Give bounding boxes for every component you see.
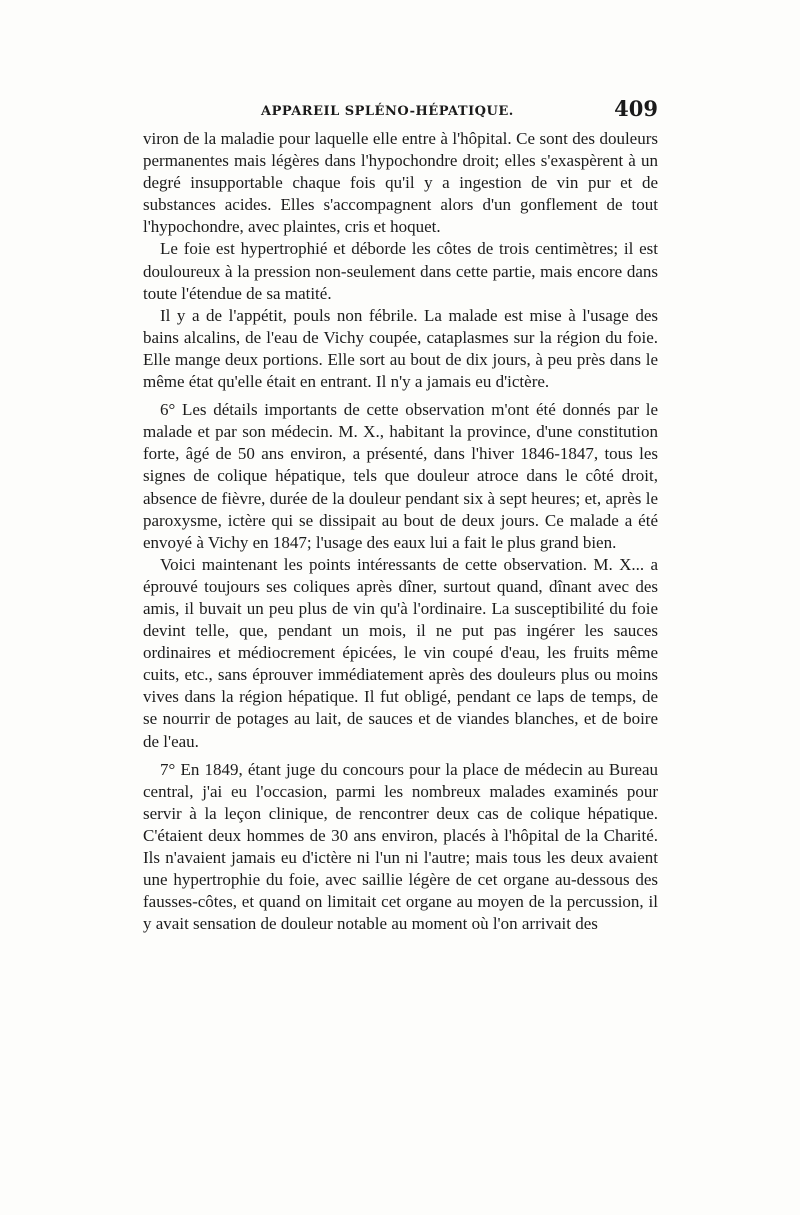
paragraph-observation-7: 7° En 1849, étant juge du concours pour la place de médecin au Bureau central, j'ai eu l'occasion, parmi les nombreux malades examinés pour servir à la leçon clinique, de rencontrer deux cas de colique hépatique. C'étaient deux hommes de 30 ans environ, placés à l'hôpital de la Charité. Ils n'avaient jamais eu d'ictère ni l'un ni l'autre; mais tous les deux avaient une hypertrophie du foie, avec saillie légère de cet organe au-dessous des fausses-côtes, et quand on limitait cet organe au moyen de la percussion, il y avait sensation de douleur notable au moment où l'on arrivait des bbox=[143, 759, 658, 934]
paragraph-continuation: viron de la maladie pour laquelle elle entre à l'hôpital. Ce sont des douleurs permanentes mais légères dans l'hypochondre droit; elles s'exaspèrent à un degré insupportable chaque fois qu'il y a ingestion de vin pur et de substances acides. Elles s'accompagnent alors d'un gonflement de tout l'hypochondre, avec plaintes, cris et hoquet. bbox=[143, 129, 658, 237]
body-text bbox=[143, 128, 658, 935]
running-head: APPAREIL SPLÉNO-HÉPATIQUE. bbox=[261, 104, 514, 119]
paragraph-observation-6: 6° Les détails importants de cette observation m'ont été donnés par le malade et par son médecin. M. X., habitant la province, d'une constitution forte, âgé de 50 ans environ, a présenté, dans l'hiver 1846-1847, tous les signes de colique hépatique, tels que douleur atroce dans le côté droit, absence de fièvre, durée de la douleur pendant six à sept heures; et, après le paroxysme, ictère qui se dissipait au bout de deux jours. Ce malade a été envoyé à Vichy en 1847; l'usage des eaux lui a fait le plus grand bien. bbox=[143, 400, 658, 552]
paragraph-liver: Le foie est hypertrophié et déborde les côtes de trois centimètres; il est douloureux à la pression non-seulement dans cette partie, mais encore dans toute l'étendue de sa matité. bbox=[143, 239, 658, 303]
paragraph-points: Voici maintenant les points intéressants de cette observation. M. X... a éprouvé toujours ses coliques après dîner, surtout quand, dînant avec des amis, il buvait un peu plus de vin qu'à l'ordinaire. La susceptibilité du foie devint telle, que, pendant un mois, il ne put pas ingérer les sauces ordinaires et médiocrement épicées, le vin coupé d'eau, les fruits même cuits, etc., sans éprouver immédiatement après des douleurs plus ou moins vives dans la région hépatique. Il fut obligé, pendant ce laps de temps, de se nourrir de potages au lait, de sauces et de viandes blanches, et de boire de l'eau. bbox=[143, 554, 658, 751]
page-header bbox=[143, 96, 658, 126]
paragraph-appetite: Il y a de l'appétit, pouls non fébrile. La malade est mise à l'usage des bains alcalins, de l'eau de Vichy coupée, cataplasmes sur la région du foie. Elle mange deux portions. Elle sort au bout de dix jours, à peu près dans le même état qu'elle était en entrant. Il n'y a jamais eu d'ictère. bbox=[143, 305, 658, 392]
page-number: 409 bbox=[614, 96, 658, 121]
